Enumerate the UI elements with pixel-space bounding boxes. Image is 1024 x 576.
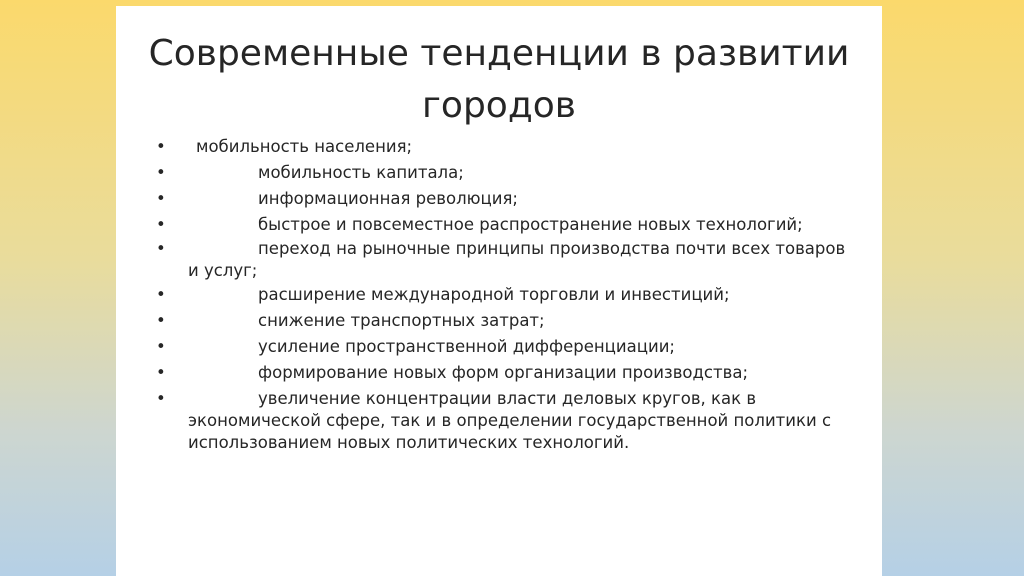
list-item-text: формирование новых форм организации производства; xyxy=(258,363,748,382)
list-item-text: увеличение концентрации власти деловых кругов, как в экономической сфере, так и в определении государственной политики с использованием новых политических технологий. xyxy=(188,389,832,452)
bullet-icon: • xyxy=(156,239,166,258)
bullet-icon: • xyxy=(156,137,166,156)
bullet-icon: • xyxy=(156,285,166,304)
list-item-text: снижение транспортных затрат; xyxy=(258,311,545,330)
bullet-icon: • xyxy=(156,363,166,382)
bullet-icon: • xyxy=(156,215,166,234)
list-item-text: переход на рыночные принципы производства почти всех товаров и услуг; xyxy=(188,239,846,280)
list-item xyxy=(156,214,856,236)
slide-title xyxy=(116,28,882,132)
list-item xyxy=(156,310,856,332)
list-item xyxy=(156,136,856,158)
bullet-icon: • xyxy=(156,311,166,330)
list-item-text: мобильность капитала; xyxy=(258,163,464,182)
bullet-icon: • xyxy=(156,189,166,208)
bullet-icon: • xyxy=(156,389,166,408)
list-item xyxy=(156,188,856,210)
list-item xyxy=(156,284,856,306)
list-item-text: мобильность населения; xyxy=(196,137,413,156)
title-line-2: городов xyxy=(422,85,576,126)
list-item xyxy=(156,238,856,282)
list-item-text: усиление пространственной дифференциации; xyxy=(258,337,675,356)
slide-panel xyxy=(116,6,882,576)
list-item xyxy=(156,162,856,184)
bullet-icon: • xyxy=(156,163,166,182)
bullet-icon: • xyxy=(156,337,166,356)
list-item-text: информационная революция; xyxy=(258,189,518,208)
trends-list xyxy=(156,136,856,458)
list-item xyxy=(156,388,856,454)
list-item xyxy=(156,336,856,358)
title-line-1: Современные тенденции в развитии xyxy=(148,33,850,74)
list-item-text: быстрое и повсеместное распространение новых технологий; xyxy=(258,215,803,234)
list-item xyxy=(156,362,856,384)
list-item-text: расширение международной торговли и инвестиций; xyxy=(258,285,730,304)
